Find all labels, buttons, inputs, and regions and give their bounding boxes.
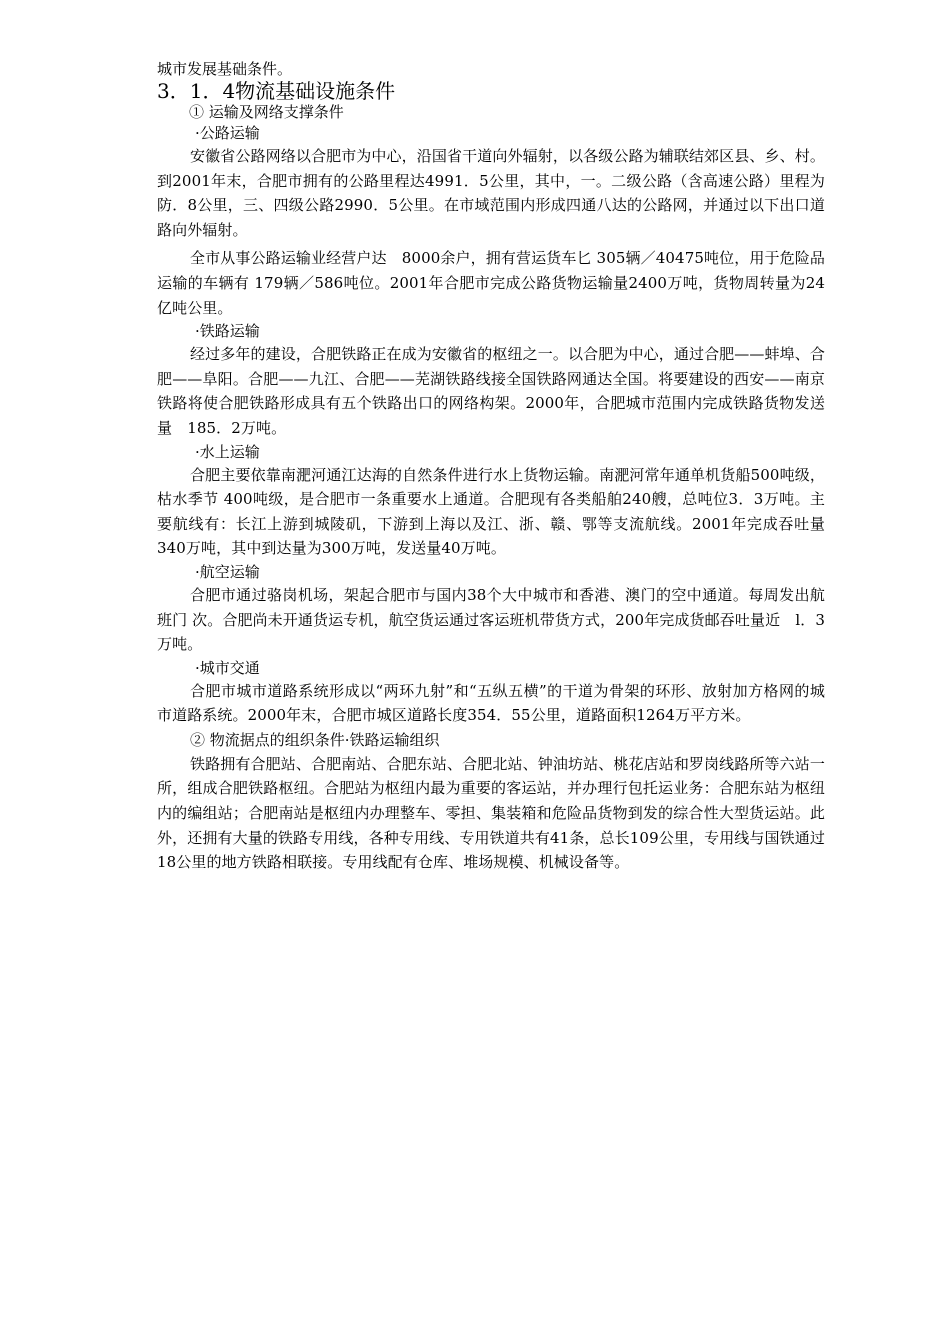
paragraph-rail-organization: 铁路拥有合肥站、合肥南站、合肥东站、合肥北站、钟油坊站、桃花店站和罗岗线路所等六站一所，组成合肥铁路枢纽。合肥站为枢纽内最为重要的客运站，并办理行包托运业务：合肥东站为枢纽内的编组站；合肥南站是枢纽内办理整车、零担、集装箱和危险品货物到发的综合性大型货运站。此外，还拥有大量的铁路专用线，各种专用线、专用铁道共有41条，总长109公里，专用线与国铁通过18公里的地方铁路相联接。专用线配有仓库、堆场规模、机械设备等。 <box>157 754 825 872</box>
paragraph-water-transport: 合肥主要依靠南淝河通江达海的自然条件进行水上货物运输。南淝河常年通单机货船500吨级，枯水季节 400吨级，是合肥市一条重要水上通道。合肥现有各类船舶240艘，总吨位3．3万吨。主要航线有：长江上游到城陵矶，下游到上海以及江、浙、赣、鄂等支流航线。2001年完成吞吐量340万吨，其中到达量为300万吨，发送量40万吨。 <box>157 465 825 558</box>
bullet-water-transport: ·水上运输 <box>195 442 260 461</box>
paragraph-road-network: 安徽省公路网络以合肥市为中心，沿国省干道向外辐射，以各级公路为辅联结郊区县、乡、村。到2001年末，合肥市拥有的公路里程达4991．5公里，其中，一。二级公路（含高速公路）里程为防．8公里，三、四级公路2990．5公里。在市域范围内形成四通八达的公路网，并通过以下出口道路向外辐射。 <box>157 147 825 239</box>
paragraph-air-transport: 合肥市通过骆岗机场，架起合肥市与国内38个大中城市和香港、澳门的空中通道。每周发出航班门 次。合肥尚未开通货运专机，航空货运通过客运班机带货方式，200年完成货邮吞吐量近 l．3万吨。 <box>157 585 825 654</box>
subsection-title-logistics-nodes: ② 物流据点的组织条件·铁路运输组织 <box>190 730 440 749</box>
paragraph-road-operators: 全市从事公路运输业经营户达 8000余户，拥有营运货车匕 305辆／40475吨位，用于危险品运输的车辆有 179辆／586吨位。2001年合肥市完成公路货物运输量2400万吨，货物周转量为24亿吨公里。 <box>157 249 825 317</box>
lead-line: 城市发展基础条件。 <box>157 60 293 78</box>
bullet-air-transport: ·航空运输 <box>195 562 260 581</box>
document-body <box>157 58 825 875</box>
bullet-urban-traffic: ·城市交通 <box>195 658 260 677</box>
bullet-road-transport: ·公路运输 <box>195 124 260 142</box>
bullet-rail-transport: ·铁路运输 <box>195 322 260 341</box>
paragraph-rail-transport: 经过多年的建设，合肥铁路正在成为安徽省的枢纽之一。以合肥为中心，通过合肥——蚌埠、合肥——阜阳。合肥——九江、合肥——芜湖铁路线接全国铁路网通达全国。将要建设的西安——南京铁路将使合肥铁路形成具有五个铁路出口的网络构架。2000年，合肥城市范围内完成铁路货物发送量 185．2万吨。 <box>157 345 825 437</box>
section-heading: 3．1．4物流基础设施条件 <box>157 79 396 103</box>
paragraph-urban-traffic: 合肥市城市道路系统形成以“两环九射”和“五纵五横”的干道为骨架的环形、放射加方格网的城市道路系统。2000年末，合肥市城区道路长度354．55公里，道路面积1264万平方米。 <box>157 681 825 725</box>
subsection-title-transport: ① 运输及网络支撑条件 <box>189 103 344 121</box>
